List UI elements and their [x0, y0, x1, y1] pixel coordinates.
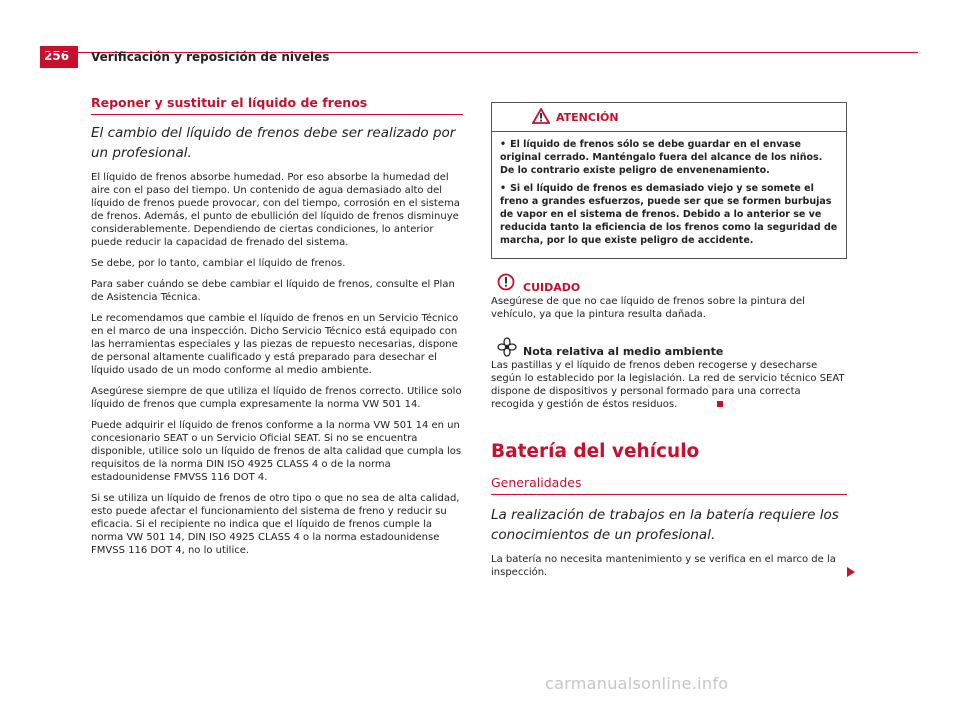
section-heading-general: Generalidades — [491, 476, 847, 495]
caution-text: Asegúrese de que no cae líquido de frenos sobre la pintura del vehículo, ya que la pintura resulta dañada. — [491, 296, 805, 320]
caution-title: CUIDADO — [523, 281, 581, 294]
left-column — [91, 96, 463, 565]
battery-paragraph: La batería no necesita mantenimiento y se verifica en el marco de la inspección. — [491, 554, 836, 578]
bullet: • — [500, 183, 507, 194]
paragraph: El líquido de frenos absorbe humedad. Por eso absorbe la humedad del aire con el paso del tiempo. Un contenido de agua demasiado alto del líquido de frenos puede provocar, con del tiempo, corrosión en el sistema de frenos. Además, el punto de ebullición del líquido de frenos disminuye considerablemente. Dependiendo de ciertas condiciones, lo anterior puede reducir la capacidad de frenado del sistema. — [91, 172, 460, 248]
lead-text: El cambio del líquido de frenos debe ser realizado por un profesional. — [91, 125, 456, 161]
watermark: carmanualsonline.info — [545, 674, 729, 693]
environment-text-body: Las pastillas y el líquido de frenos deben recogerse y desecharse según lo establecido por la legislación. La red de servicio técnico SEAT dispone de dispositivos y personal formado para una correcta recogida y gestión de éstos residuos. — [491, 360, 845, 410]
paragraph: Asegúrese siempre de que utiliza el líquido de frenos correcto. Utilice solo líquido de frenos que cumpla expresamente la norma VW 501 14. — [91, 386, 462, 410]
paragraph: Le recomendamos que cambie el líquido de frenos en un Servicio Técnico en el marco de una inspección. Dicho Servicio Técnico está equipado con las herramientas especiales y las piezas de repuesto necesarias, dispone de personal altamente cualificado y está preparado para desechar el líquido usado de un modo conforme al medio ambiente. — [91, 313, 459, 376]
environment-text — [491, 359, 847, 411]
warning-item — [500, 182, 838, 247]
page-number: 256 — [40, 46, 78, 68]
caution-exclamation-icon — [497, 273, 515, 291]
running-title: Verificación y reposición de niveles — [91, 50, 330, 64]
warning-title: ATENCIÓN — [556, 111, 619, 124]
paragraph: Puede adquirir el líquido de frenos conforme a la norma VW 501 14 en un concesionario SEAT o un Servicio Oficial SEAT. Si no se encuentra disponible, utilice solo un líquido de frenos de alta calidad que cumpla los requisitos de la norma DIN ISO 4925 CLASS 4 o de la norma estadounidense FMVSS 116 DOT 4. — [91, 420, 462, 483]
warning-body — [492, 132, 846, 258]
warning-item-text: El líquido de frenos sólo se debe guardar en el envase original cerrado. Manténgalo fuera del alcance de los niños. De lo contrario existe peligro de envenenamiento. — [500, 139, 823, 176]
chapter-title: Batería del vehículo — [491, 441, 700, 462]
warning-item — [500, 138, 838, 177]
environment-note — [491, 337, 847, 411]
continue-arrow-icon — [847, 567, 855, 577]
right-column — [491, 98, 847, 579]
environment-flower-icon — [497, 337, 517, 357]
warning-header — [492, 103, 846, 132]
bullet: • — [500, 139, 507, 150]
caution-header — [491, 273, 847, 295]
environment-title: Nota relativa al medio ambiente — [523, 345, 724, 358]
section-heading-brake-fluid: Reponer y sustituir el líquido de frenos — [91, 96, 463, 115]
warning-item-text: Si el líquido de frenos es demasiado viejo y se somete el freno a grandes esfuerzos, puede ser que se formen burbujas de vapor en el sistema de frenos. Debido a lo anterior se ve reducida tanto la eficiencia de los frenos como la seguridad de marcha, por lo que existe peligro de accidente. — [500, 183, 838, 246]
warning-triangle-icon — [532, 108, 550, 124]
paragraph: Si se utiliza un líquido de frenos de otro tipo o que no sea de alta calidad, esto puede afectar el funcionamiento del sistema de freno y reducir su eficacia. Si el recipiente no indica que el líquido de frenos cumple la norma VW 501 14, DIN ISO 4925 CLASS 4 o la norma estadounidense FMVSS 116 DOT 4, no lo utilice. — [91, 493, 460, 556]
caution-note — [491, 273, 847, 321]
battery-paragraph-wrap — [491, 553, 847, 579]
paragraph: Para saber cuándo se debe cambiar el líquido de frenos, consulte el Plan de Asistencia Técnica. — [91, 279, 455, 303]
battery-lead-text: La realización de trabajos en la batería requiere los conocimientos de un profesional. — [491, 507, 839, 543]
section-end-marker — [717, 401, 723, 407]
environment-header — [491, 337, 847, 359]
paragraph: Se debe, por lo tanto, cambiar el líquido de frenos. — [91, 258, 346, 269]
warning-box — [491, 102, 847, 259]
